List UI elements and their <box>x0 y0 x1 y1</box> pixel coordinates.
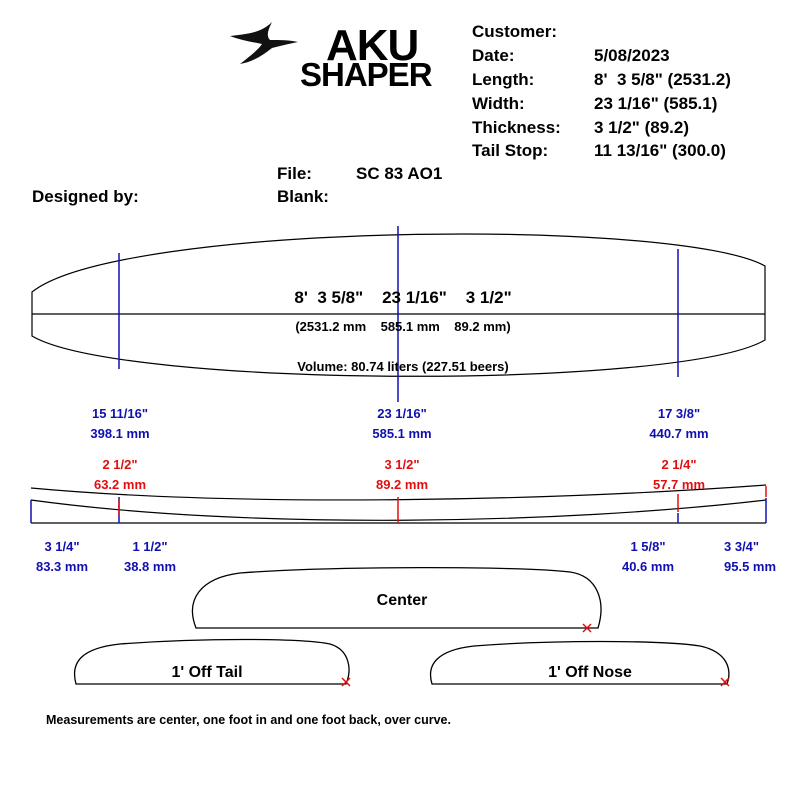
outline-view <box>32 226 765 402</box>
spec-width-label: Width: <box>472 94 525 113</box>
section-center-label: Center <box>376 592 428 609</box>
width-nose-label: 17 3/8" 440.7 mm <box>649 406 709 441</box>
spec-thickness-value: 3 1/2" (89.2) <box>594 118 690 137</box>
rocker-tail-foot-label: 1 1/2" 38.8 mm <box>123 539 177 574</box>
spec-length-value: 8' 3 5/8" (2531.2) <box>594 70 731 89</box>
brand-line2: SHAPER <box>300 56 432 93</box>
spec-tailstop-label: Tail Stop: <box>472 141 549 160</box>
outline-dims-metric: (2531.2 mm 585.1 mm 89.2 mm) <box>295 319 511 334</box>
spec-thickness-label: Thickness: <box>472 118 561 137</box>
section-nose-label: 1' Off Nose <box>548 664 632 681</box>
thickness-tail-label: 2 1/2" 63.2 mm <box>93 457 147 492</box>
spec-date-value: 5/08/2023 <box>594 46 670 65</box>
spec-customer-label: Customer: <box>472 22 558 41</box>
thickness-nose-label: 2 1/4" 57.7 mm <box>652 457 706 492</box>
section-tail-label: 1' Off Tail <box>171 664 243 681</box>
rocker-nose-label: 3 3/4" 95.5 mm <box>724 539 777 574</box>
spec-width-value: 23 1/16" (585.1) <box>594 94 718 113</box>
designed-by-label: Designed by: <box>32 187 139 206</box>
outline-dims-imperial: 8' 3 5/8" 23 1/16" 3 1/2" <box>294 288 512 307</box>
bird-icon <box>230 22 298 64</box>
thickness-center-label: 3 1/2" 89.2 mm <box>375 457 429 492</box>
outline-volume: Volume: 80.74 liters (227.51 beers) <box>297 359 509 374</box>
file-label: File: <box>277 164 312 183</box>
file-value: SC 83 AO1 <box>356 164 443 183</box>
width-tail-label: 15 11/16" 398.1 mm <box>90 406 150 441</box>
spec-tailstop-value: 11 13/16" (300.0) <box>594 141 726 160</box>
rocker-nose-foot-label: 1 5/8" 40.6 mm <box>621 539 675 574</box>
spec-date-label: Date: <box>472 46 515 65</box>
width-center-label: 23 1/16" 585.1 mm <box>372 406 432 441</box>
measurement-note: Measurements are center, one foot in and one foot back, over curve. <box>46 713 451 727</box>
brand-line1: AKU <box>326 21 419 70</box>
blank-label: Blank: <box>277 187 329 206</box>
rocker-tail-label: 3 1/4" 83.3 mm <box>35 539 89 574</box>
spec-length-label: Length: <box>472 70 535 89</box>
